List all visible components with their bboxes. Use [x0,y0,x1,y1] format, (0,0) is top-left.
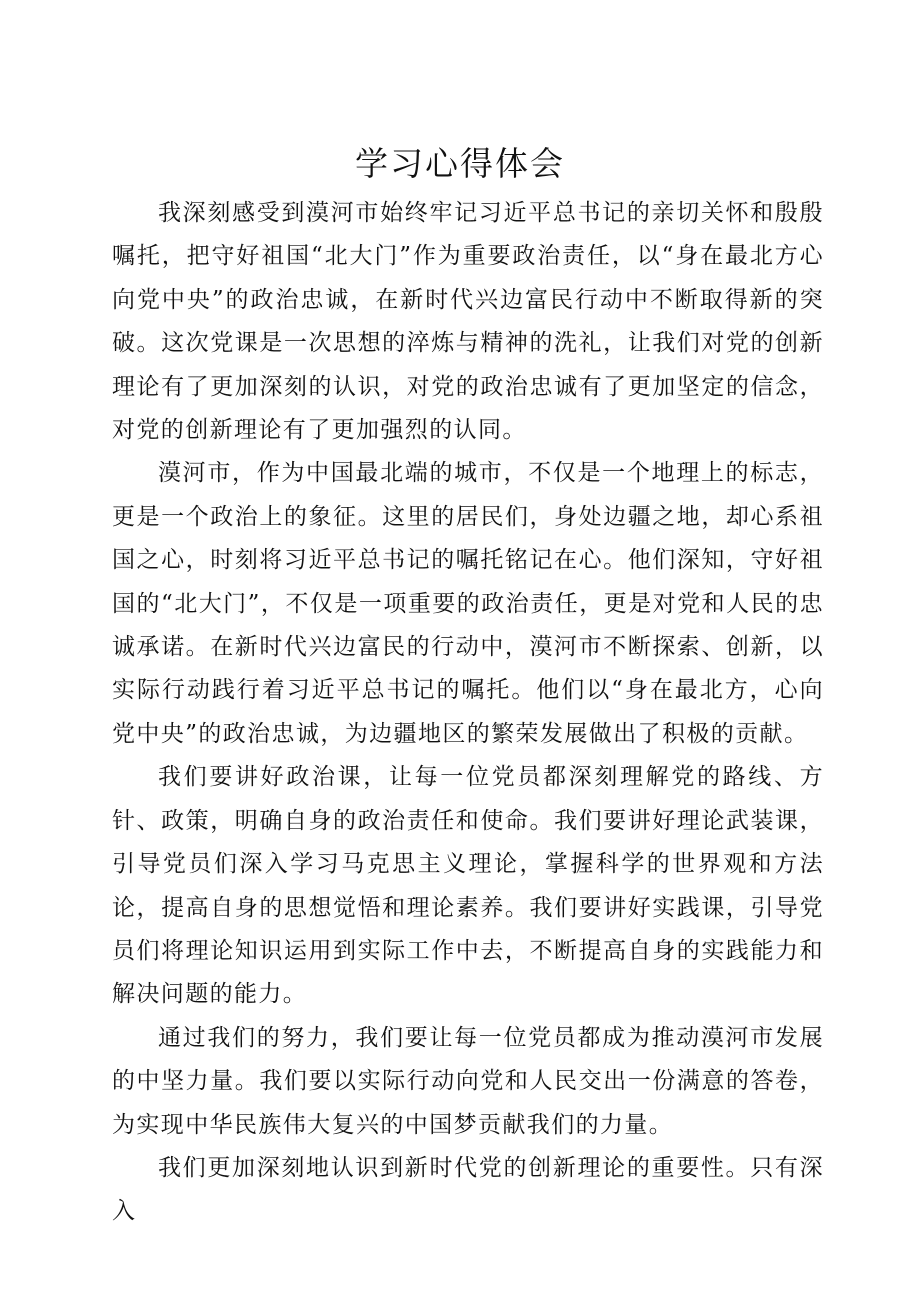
document-title: 学习心得体会 [355,144,565,183]
paragraph-5: 我们更加深刻地认识到新时代党的创新理论的重要性。只有深入 [112,1154,824,1225]
paragraph-2: 漠河市，作为中国最北端的城市，不仅是一个地理上的标志，更是一个政治上的象征。这里的居民们，身处边疆之地，却心系祖国之心，时刻将习近平总书记的嘱托铭记在心。他们深知，守好祖国的“北大门”，不仅是一项重要的政治责任，更是对党和人民的忠诚承诺。在新时代兴边富民的行动中，漠河市不断探索、创新，以实际行动践行着习近平总书记的嘱托。他们以“身在最北方，心向党中央”的政治忠诚，为边疆地区的繁荣发展做出了积极的贡献。 [112,460,824,747]
paragraph-4: 通过我们的努力，我们要让每一位党员都成为推动漠河市发展的中坚力量。我们要以实际行动向党和人民交出一份满意的答卷，为实现中华民族伟大复兴的中国梦贡献我们的力量。 [112,1024,824,1138]
paragraph-3: 我们要讲好政治课，让每一位党员都深刻理解党的路线、方针、政策，明确自身的政治责任和使命。我们要讲好理论武装课，引导党员们深入学习马克思主义理论，掌握科学的世界观和方法论，提高自身的思想觉悟和理论素养。我们要讲好实践课，引导党员们将理论知识运用到实际工作中去，不断提高自身的实践能力和解决问题的能力。 [112,764,824,1008]
document-body [112,192,824,1234]
paragraph-1: 我深刻感受到漠河市始终牢记习近平总书记的亲切关怀和殷殷嘱托，把守好祖国“北大门”作为重要政治责任，以“身在最北方心向党中央”的政治忠诚，在新时代兴边富民行动中不断取得新的突破。这次党课是一次思想的淬炼与精神的洗礼，让我们对党的创新理论有了更加深刻的认识，对党的政治忠诚有了更加坚定的信念，对党的创新理论有了更加强烈的认同。 [112,200,824,444]
